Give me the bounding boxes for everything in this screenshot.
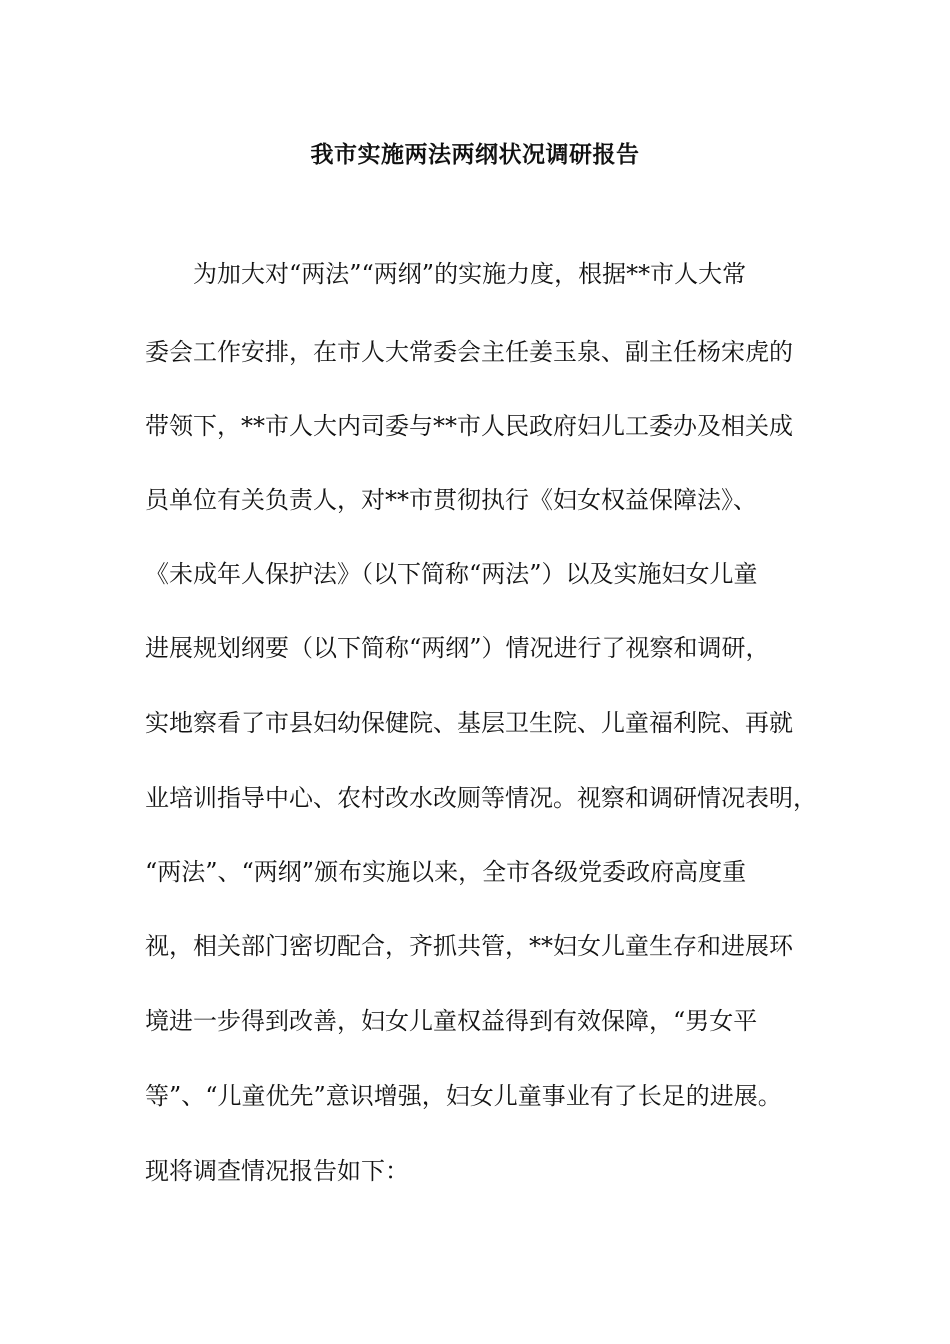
paragraph-line: 视，相关部门密切配合，齐抓共管，**妇女儿童生存和进展环 <box>145 932 793 960</box>
document-title: 我市实施两法两纲状况调研报告 <box>310 141 640 168</box>
paragraph-line: 现将调查情况报告如下： <box>145 1157 409 1185</box>
paragraph-line: 境进一步得到改善，妇女儿童权益得到有效保障，“男女平 <box>145 1007 758 1035</box>
paragraph-line: 带领下，**市人大内司委与**市人民政府妇儿工委办及相关成 <box>145 412 793 440</box>
paragraph-line: 员单位有关负责人，对**市贯彻执行《妇女权益保障法》、 <box>145 486 757 514</box>
paragraph-line: 实地察看了市县妇幼保健院、基层卫生院、儿童福利院、再就 <box>145 709 793 737</box>
paragraph-line: 委会工作安排，在市人大常委会主任姜玉泉、副主任杨宋虎的 <box>145 338 793 366</box>
paragraph-line: “两法”、“两纲”颁布实施以来，全市各级党委政府高度重 <box>145 858 747 886</box>
paragraph-line: 为加大对“两法”“两纲”的实施力度，根据**市人大常 <box>193 260 747 288</box>
paragraph-line: 《未成年人保护法》（以下简称“两法”）以及实施妇女儿童 <box>145 560 758 588</box>
paragraph-line: 业培训指导中心、农村改水改厕等情况。视察和调研情况表明， <box>145 784 817 812</box>
paragraph-line: 进展规划纲要（以下简称“两纲”）情况进行了视察和调研， <box>145 634 770 662</box>
paragraph-line: 等”、“儿童优先”意识增强，妇女儿童事业有了长足的进展。 <box>145 1082 782 1110</box>
